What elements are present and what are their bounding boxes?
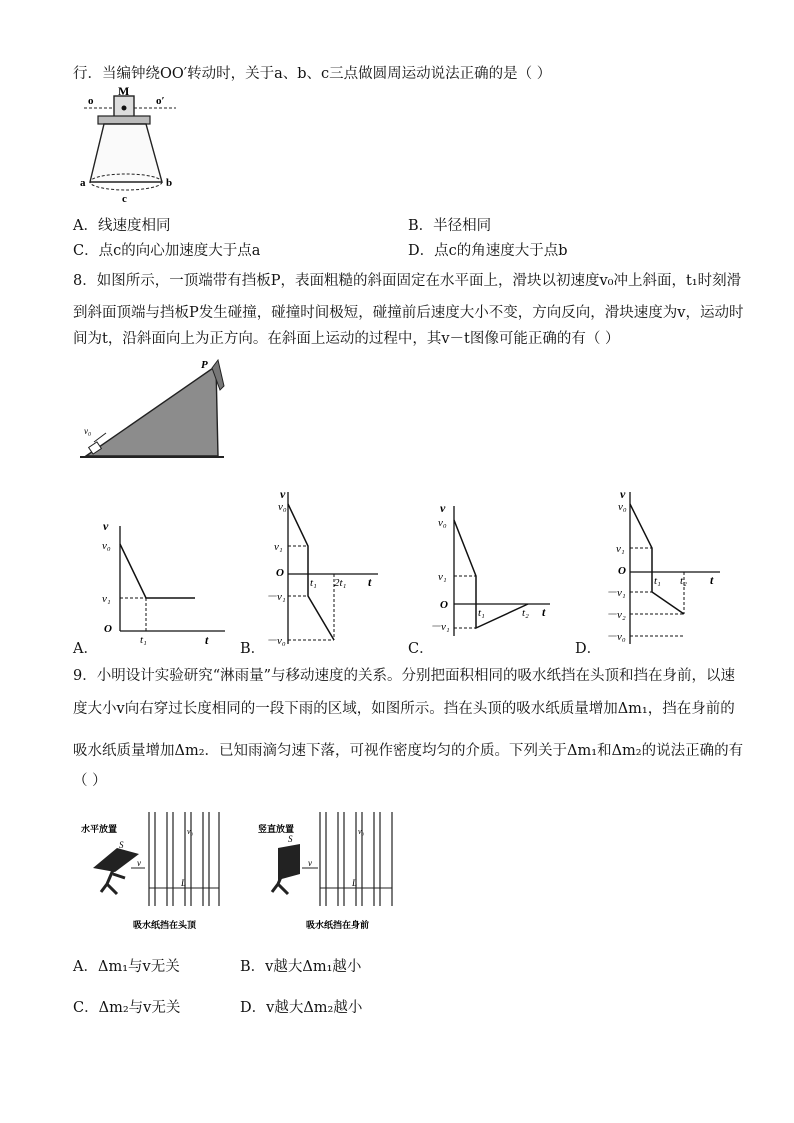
label-P: P [201,359,208,371]
q8-stem-line-2: 到斜面顶端与挡板P发生碰撞，碰撞时间极短，碰撞前后速度大小不变，方向反向，滑块速度为v，运动时 [73,305,744,321]
right-tag: 竖直放置 [258,824,295,834]
q7-option-c[interactable]: C．点c的向心加速度大于点a [73,243,261,259]
graph-a-label-O: O [104,623,112,635]
graph-c-label-t: t [542,605,546,619]
label-o: o [88,95,94,107]
q7-option-a[interactable]: A．线速度相同 [73,218,171,234]
left-L: L [181,878,187,888]
rain-figure-front [248,808,408,936]
q9-stem-line-2: 度大小v向右穿过长度相同的一段下雨的区域，如图所示。挡在头顶的吸水纸质量增加Δm₁，挡在身前的 [73,701,735,717]
label-c: c [122,193,127,205]
graph-b-label-v0: v₀ [278,501,287,513]
running-person-left [101,870,125,894]
graph-b-label-neg-v1: －v₁ [266,591,286,603]
label-a: a [80,177,86,189]
graph-a-label-v: v [103,519,109,533]
graph-d-label-t2: t₂ [680,575,687,587]
left-S: S [119,840,124,850]
graph-c-label-v: v [440,501,446,515]
label-b: b [166,177,173,189]
graph-a-curve [120,544,195,598]
graph-a [100,516,235,646]
graph-d-label-neg-v1: －v₁ [606,587,626,599]
graph-d-label-t1: t₁ [654,575,661,587]
left-tag: 水平放置 [81,824,118,834]
label-M: M [118,86,130,98]
q7-stem: 行．当编钟绕OO′转动时，关于a、b、c三点做圆周运动说法正确的是（ ） [73,66,552,82]
graph-b-label-neg-v0: －v₀ [266,635,286,647]
v0-arrow [94,433,106,442]
graph-b-label-t: t [368,575,372,589]
q9-stem-line-3: 吸水纸质量增加Δm₂．已知雨滴匀速下落，可视作密度均匀的介质。下列关于Δm₁和Δm₂的说法正确的有 [73,743,744,759]
q9-option-c[interactable]: C．Δm₂与v无关 [73,1000,181,1016]
graph-d-label-neg-v0: －v₀ [606,631,626,643]
graph-c-label-v1: v₁ [438,571,447,583]
graph-d-curve [630,504,684,614]
graph-c-label-t2: t₂ [522,607,529,619]
label-o-prime: o′ [156,95,165,107]
bell-figure [80,86,180,208]
graph-d [600,486,730,648]
graph-c-label-t1: t₁ [478,607,485,619]
graph-c-label-neg-v1: －v₁ [430,621,450,633]
right-L: L [352,878,358,888]
q9-stem-line-1: 9．小明设计实验研究“淋雨量”与移动速度的关系。分别把面积相同的吸水纸挡在头顶和挡在身前，以速 [73,668,736,684]
graph-b [258,486,388,648]
bell-body [90,124,162,182]
graph-c [428,500,558,640]
graph-d-label-v1: v₁ [616,543,625,555]
q9-option-d[interactable]: D．v越大Δm₂越小 [240,1000,363,1016]
graph-d-label-v: v [620,487,626,501]
graph-d-label-O: O [618,565,626,577]
q8-option-b[interactable]: B． [240,641,266,657]
graph-b-label-O: O [276,567,284,579]
pivot-point [122,106,127,111]
rain-figure-head [73,808,233,936]
right-v0: v₀ [358,827,365,836]
graph-d-label-t: t [710,573,714,587]
q8-option-d[interactable]: D． [575,641,602,657]
right-v: v [308,858,312,868]
q7-option-d[interactable]: D．点c的角速度大于点b [408,243,568,259]
graph-b-label-v1: v₁ [274,541,283,553]
q9-option-b[interactable]: B．v越大Δm₁越小 [240,959,362,975]
graph-a-label-t: t [205,633,209,646]
right-caption: 吸水纸挡在身前 [306,920,370,930]
graph-c-label-O: O [440,599,448,611]
graph-d-label-neg-v2: －v₂ [606,609,626,621]
bell-top [98,116,150,124]
graph-b-curve [288,504,334,640]
graph-b-label-2t1: 2t₁ [334,577,347,589]
graph-c-curve [454,520,528,628]
left-v0: v₀ [187,827,194,836]
graph-a-label-t1: t₁ [140,634,147,646]
q8-stem-line-3: 间为t，沿斜面向上为正方向。在斜面上运动的过程中，其v－t图像可能正确的有（ ） [73,331,620,347]
graph-b-label-v: v [280,487,286,501]
incline-figure [76,356,226,464]
label-v0: v₀ [84,426,92,436]
q8-option-a[interactable]: A． [73,641,98,657]
q9-stem-line-4: （ ） [73,773,107,789]
q8-option-c[interactable]: C． [408,641,434,657]
graph-a-label-v1: v₁ [102,593,111,605]
q8-stem-line-1: 8．如图所示，一顶端带有挡板P，表面粗糙的斜面固定在水平面上，滑块以初速度v₀冲上斜面，t₁时刻滑 [73,273,742,289]
incline-slope [86,366,218,456]
left-v: v [137,858,141,868]
graph-c-label-v0: v₀ [438,517,447,529]
left-caption: 吸水纸挡在头顶 [133,920,197,930]
graph-b-label-t1: t₁ [310,577,317,589]
right-S: S [288,834,293,844]
q7-option-b[interactable]: B．半径相同 [408,218,492,234]
graph-a-label-v0: v₀ [102,540,111,552]
q9-option-a[interactable]: A．Δm₁与v无关 [73,959,180,975]
graph-d-label-v0: v₀ [618,501,627,513]
